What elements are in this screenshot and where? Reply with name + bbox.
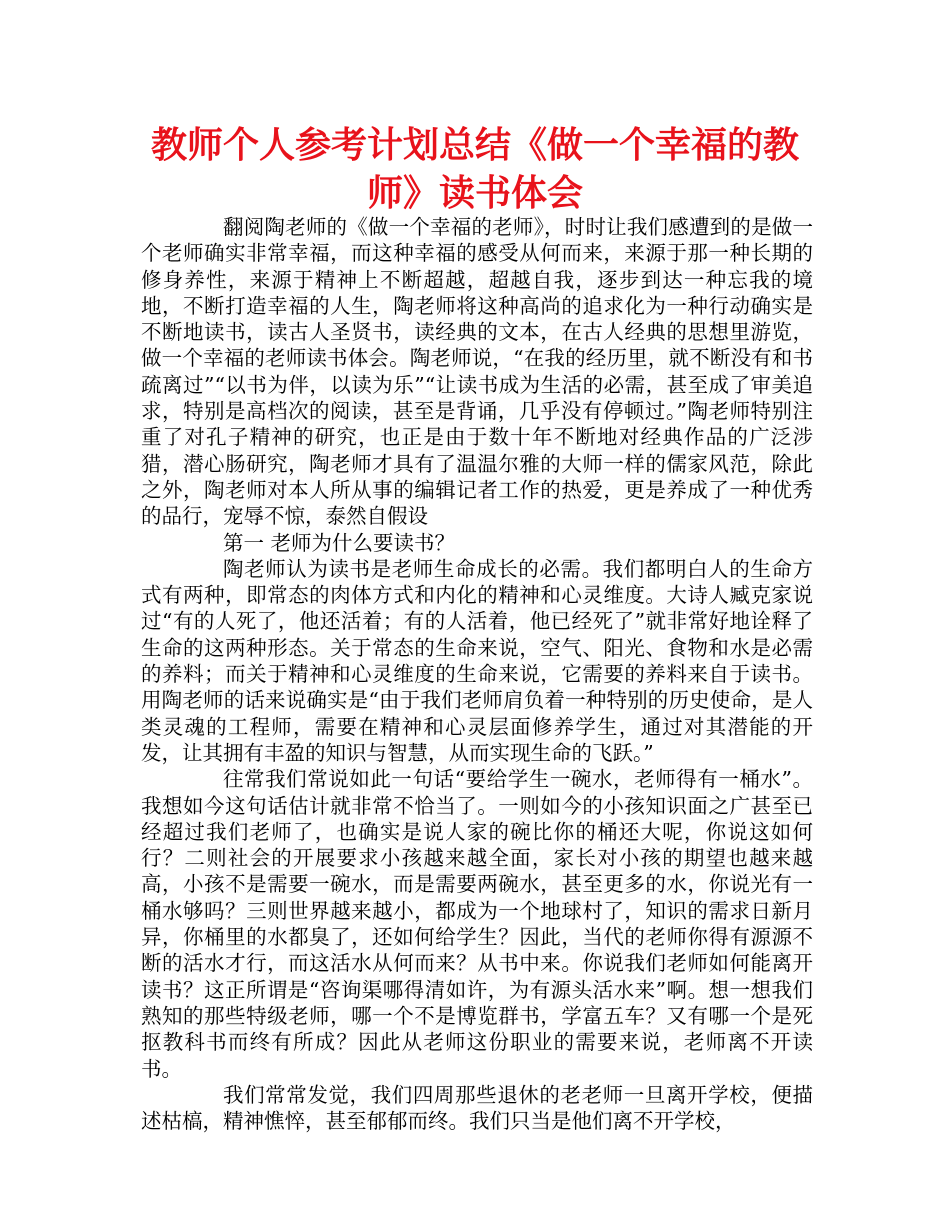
paragraph-retired: 我们常常发觉，我们四周那些退休的老老师一旦离开学校，便描述枯槁，精神憔悴，甚至郁郁而终。我们只当是他们离不开学校， — [141, 1082, 813, 1134]
paragraph-intro: 翻阅陶老师的《做一个幸福的老师》，时时让我们感遭到的是做一个老师确实非常幸福，而这种幸福的感受从何而来，来源于那一种长期的修身养性，来源于精神上不断超越，超越自我，逐步到达一种忘我的境地，不断打造幸福的人生，陶老师将这种高尚的追求化为一种行动确实是不断地读书，读古人圣贤书，读经典的文本，在古人经典的思想里游览，做一个幸福的老师读书体会。陶老师说，“在我的经历里，就不断没有和书疏离过”“以书为伴，以读为乐”“让读书成为生活的必需，甚至成了审美追求，特别是高档次的阅读，甚至是背诵，几乎没有停顿过。”陶老师特别注重了对孔子精神的研究，也正是由于数十年不断地对经典作品的广泛涉猎，潜心肠研究，陶老师才具有了温温尔雅的大师一样的儒家风范，除此之外，陶老师对本人所从事的编辑记者工作的热爱，更是养成了一种优秀的品行，宠辱不惊，泰然自假设 — [141, 215, 813, 529]
paragraph-reason: 陶老师认为读书是老师生命成长的必需。我们都明白人的生命方式有两种，即常态的肉体方式和内化的精神和心灵维度。大诗人臧克家说过“有的人死了，他还活着；有的人活着，他已经死了”就非常好地诠释了生命的这两种形态。关于常态的生命来说，空气、阳光、食物和水是必需的养料；而关于精神和心灵维度的生命来说，它需要的养料来自于读书。用陶老师的话来说确实是“由于我们老师肩负着一种特别的历史使命，是人类灵魂的工程师，需要在精神和心灵层面修养学生，通过对其潜能的开发，让其拥有丰盈的知识与智慧，从而实现生命的飞跃。” — [141, 556, 813, 765]
paragraph-water: 往常我们常说如此一句话“要给学生一碗水，老师得有一桶水”。我想如今这句话估计就非常不恰当了。一则如今的小孩知识面之广甚至已经超过我们老师了，也确实是说人家的碗比你的桶还大呢，你说这如何行？二则社会的开展要求小孩越来越全面，家长对小孩的期望也越来越高，小孩不是需要一碗水，而是需要两碗水，甚至更多的水，你说光有一桶水够吗？三则世界越来越小，都成为一个地球村了，知识的需求日新月异，你桶里的水都臭了，还如何给学生？因此，当代的老师你得有源源不断的活水才行，而这活水从何而来？从书中来。你说我们老师如何能离开读书？这正所谓是“咨询渠哪得清如许，为有源头活水来”啊。想一想我们熟知的那些特级老师，哪一个不是博览群书，学富五车？又有哪一个是死抠教科书而终有所成？因此从老师这份职业的需要来说，老师离不开读书。 — [141, 767, 813, 1081]
section-heading: 第一 老师为什么要读书？ — [223, 530, 456, 555]
document-title: 教师个人参考计划总结《做一个幸福的教师》读书体会 — [150, 125, 799, 214]
document-body — [141, 214, 813, 1134]
